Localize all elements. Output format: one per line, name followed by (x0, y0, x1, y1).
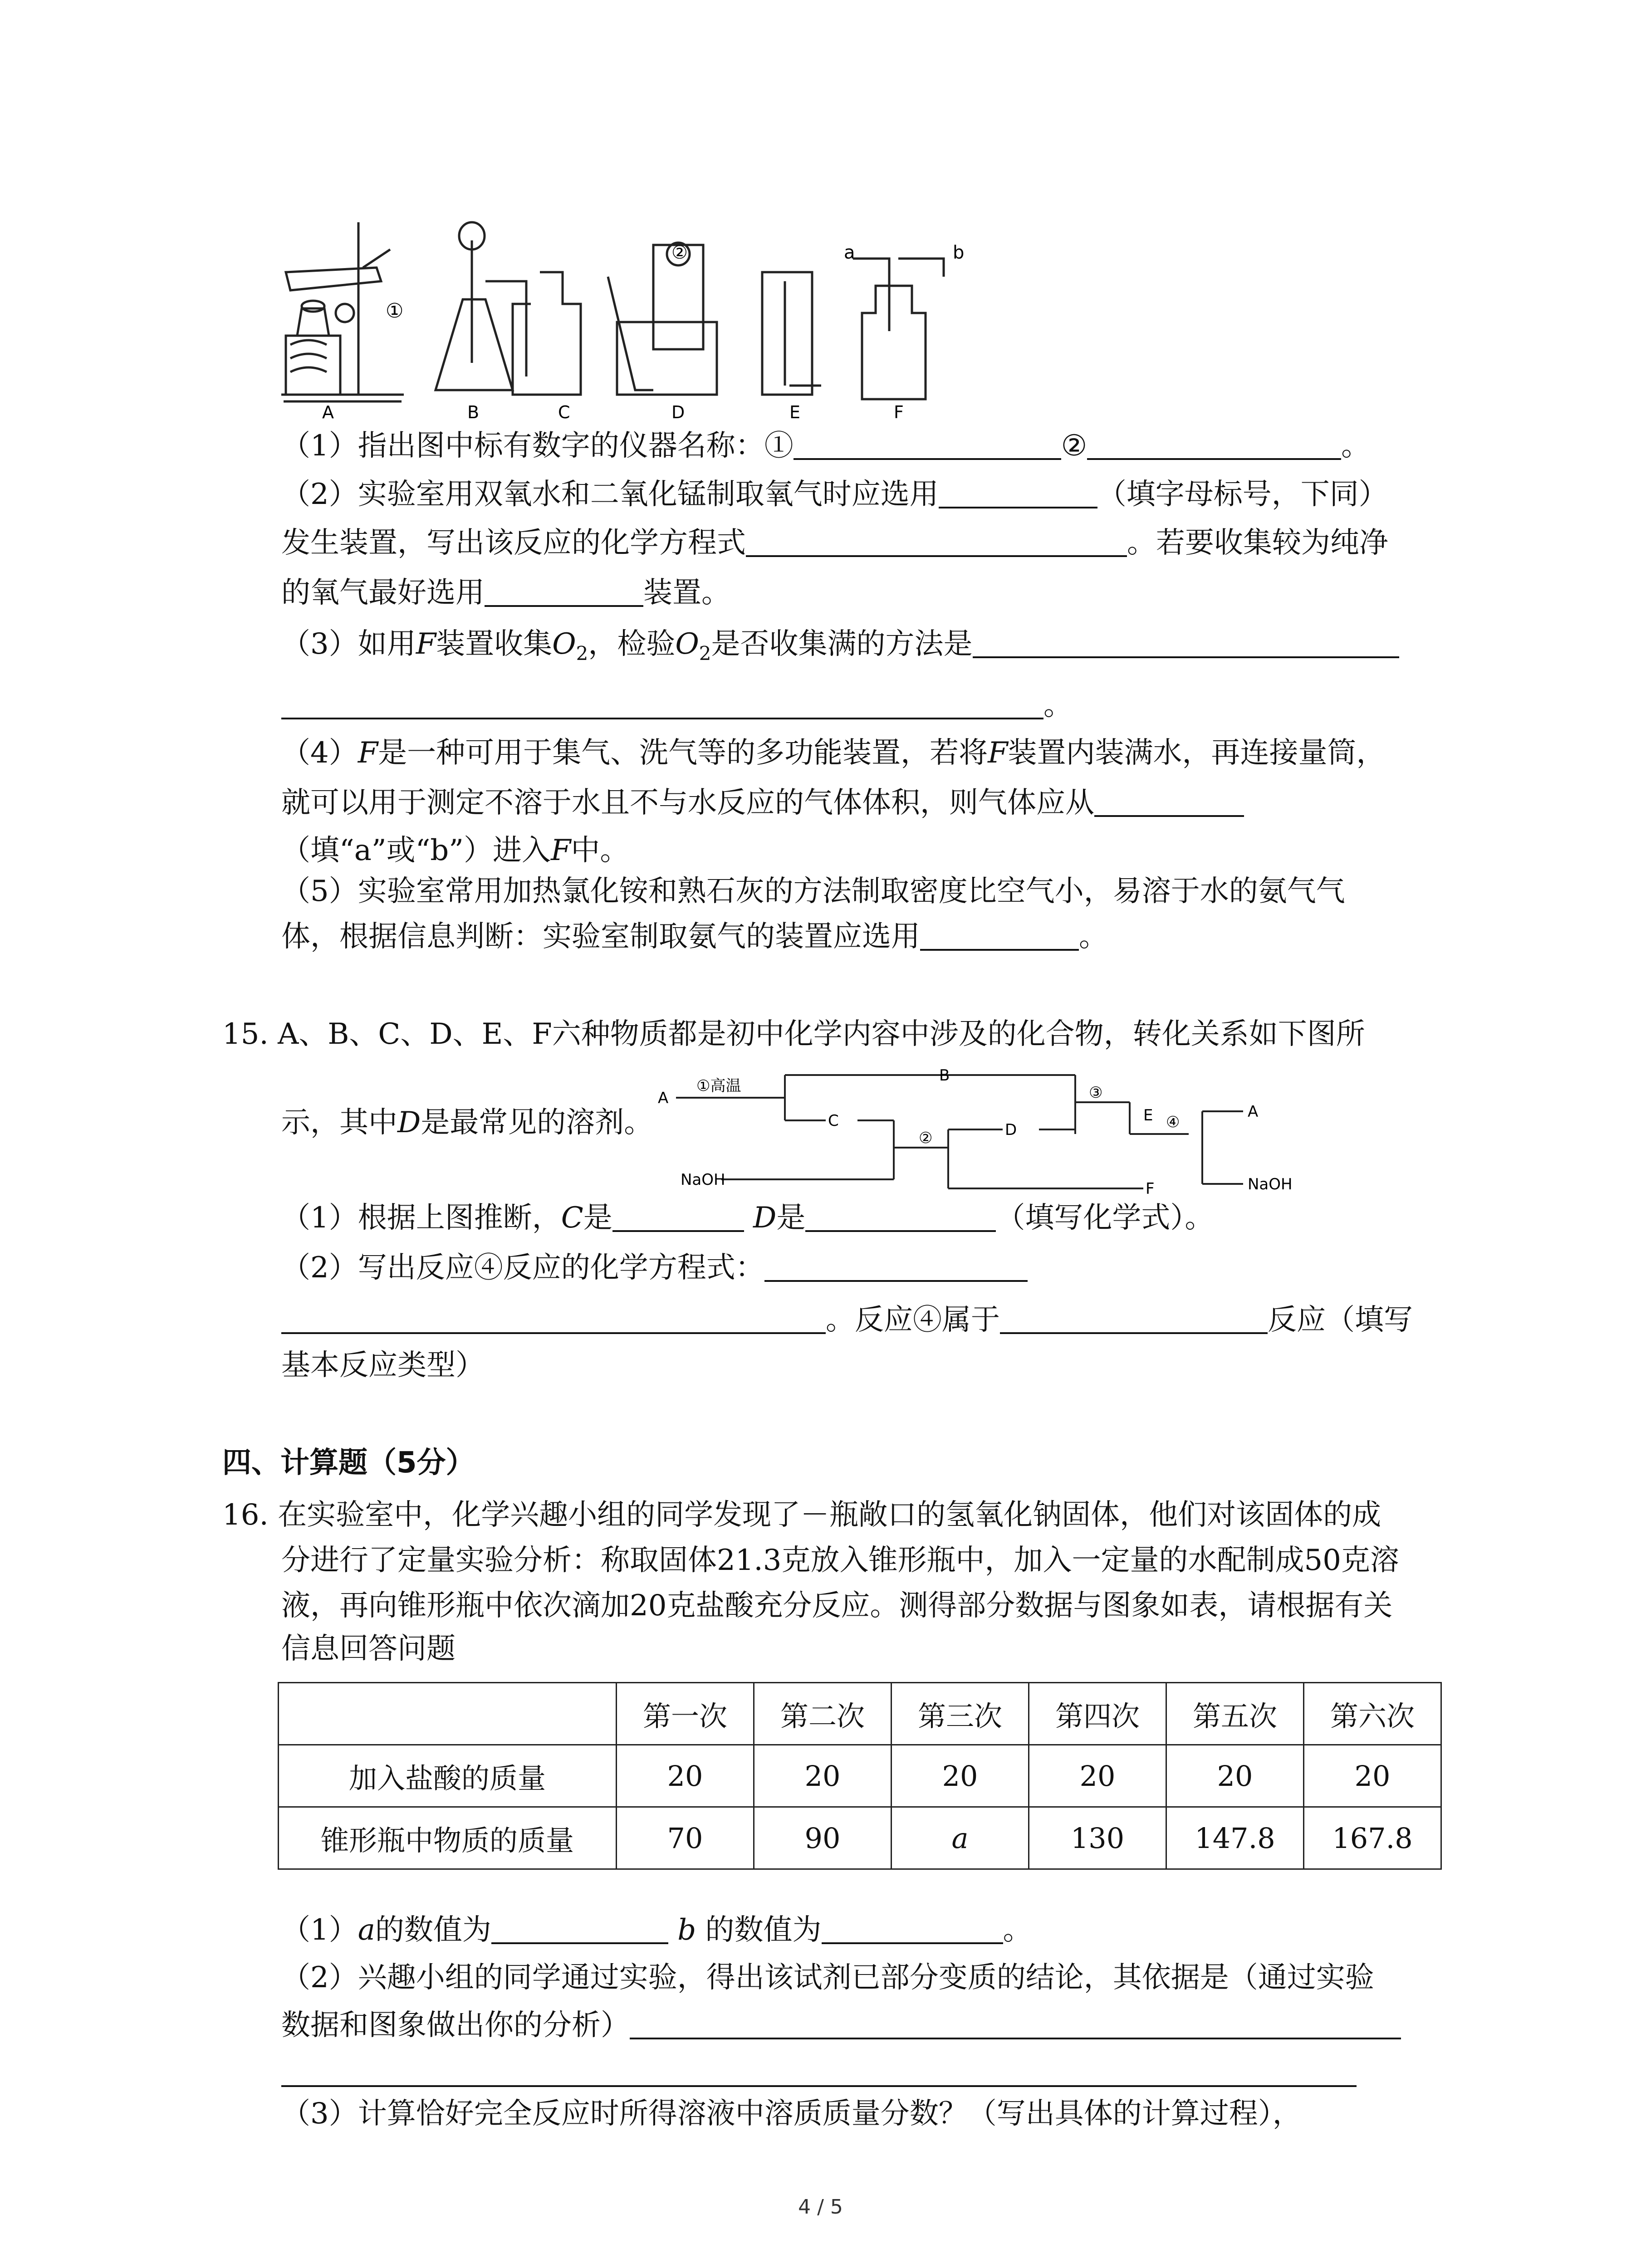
diagram-node-d: D (1005, 1121, 1017, 1139)
table-cell: 20 (1029, 1745, 1166, 1807)
q16-answer-line (281, 2053, 1357, 2093)
table-cell: 20 (1166, 1745, 1304, 1807)
q15-stem-line2: 示，其中D是最常见的溶剂。 (281, 1106, 653, 1139)
q14-part5-line1: （5）实验室常用加热氯化铵和熟石灰的方法制取密度比空气小，易溶于水的氨气气 (281, 875, 1345, 908)
q16-part1: （1）a的数值为 b 的数值为 。 (281, 1913, 1032, 1947)
table-header-cell (279, 1683, 617, 1745)
q14-part3-line1: （3）如用F装置收集$O_2$，检验$O_2$是否收集满的方法是 (281, 624, 1399, 674)
q14-part2-line3: 的氧气最好选用 装置。 (281, 576, 730, 610)
table-cell: 20 (754, 1745, 892, 1807)
q14-part5-line2: 体，根据信息判断：实验室制取氨气的装置应选用 。 (281, 920, 1108, 953)
q14-part4-line2: 就可以用于测定不溶于水且不与水反应的气体体积，则气体应从 (281, 782, 1244, 823)
diagram-node-b: B (939, 1066, 950, 1085)
table-row (279, 1745, 1441, 1807)
q16-stem-line4: 信息回答问题 (281, 1632, 456, 1666)
port-b-label: b (953, 242, 965, 263)
q16-stem-line3: 液，再向锥形瓶中依次滴加20克盐酸充分反应。测得部分数据与图象如表，请根据有关 (281, 1589, 1393, 1623)
q15-part2-line1: （2）写出反应④反应的化学方程式： (281, 1247, 1028, 1288)
page-number: 4 / 5 (798, 2195, 843, 2219)
diagram-node-f: F (1146, 1180, 1155, 1198)
table-cell: 锥形瓶中物质的质量 (279, 1807, 617, 1869)
apparatus-label: A (322, 402, 334, 422)
diagram-step-3: ③ (1089, 1084, 1103, 1102)
table-cell: 90 (754, 1807, 892, 1869)
q14-part4-line1: （4）F是一种可用于集气、洗气等的多功能装置，若将F装置内装满水，再连接量筒， (281, 736, 1386, 770)
apparatus-label: C (558, 402, 570, 422)
section-title: 四、计算题（5分） (222, 1446, 475, 1480)
q14-part3-line2: 。 (281, 685, 1073, 726)
table-header-cell: 第三次 (892, 1683, 1029, 1745)
data-table (278, 1682, 1442, 1870)
table-header-cell: 第六次 (1304, 1683, 1441, 1745)
apparatus-figure (272, 213, 980, 422)
apparatus-label: E (789, 402, 801, 422)
q16-stem-line2: 分进行了定量实验分析：称取固体21.3克放入锥形瓶中，加入一定量的水配制成50克溶 (281, 1544, 1399, 1577)
table-cell: 167.8 (1304, 1807, 1441, 1869)
q16-stem-line1: 16. 在实验室中，化学兴趣小组的同学发现了－瓶敞口的氢氧化钠固体，他们对该固体的成 (222, 1498, 1381, 1532)
diagram-node-e: E (1143, 1106, 1153, 1124)
q16-part3: （3）计算恰好完全反应时所得溶液中溶质质量分数？（写出具体的计算过程）， (281, 2097, 1302, 2131)
q15-reaction-diagram (653, 1061, 1361, 1198)
table-header-cell: 第四次 (1029, 1683, 1166, 1745)
q14-part1: （1）指出图中标有数字的仪器名称：① ② 。 (281, 429, 1371, 463)
apparatus-label: D (671, 402, 685, 422)
q15-part1: （1）根据上图推断，C是 D是 （填写化学式）。 (281, 1201, 1214, 1235)
diagram-step-4: ④ (1166, 1113, 1180, 1131)
diagram-step-2: ② (919, 1129, 933, 1147)
apparatus-label: B (467, 402, 480, 422)
q16-part2-line1: （2）兴趣小组的同学通过实验，得出该试剂已部分变质的结论，其依据是（通过实验 (281, 1961, 1374, 1994)
diagram-naoh-out: NaOH (1248, 1175, 1293, 1193)
table-header-row (279, 1683, 1441, 1745)
q14-part4-line3: （填“a”或“b”）进入F中。 (281, 834, 629, 867)
table-cell: a (892, 1807, 1029, 1869)
marker-1-label: ① (386, 299, 404, 323)
diagram-naoh-in: NaOH (681, 1171, 725, 1189)
port-a-label: a (844, 242, 855, 263)
diagram-product-a: A (1248, 1103, 1259, 1121)
table-cell: 20 (1304, 1745, 1441, 1807)
table-row (279, 1807, 1441, 1869)
table-cell: 20 (617, 1745, 754, 1807)
table-cell: 20 (892, 1745, 1029, 1807)
table-cell: 70 (617, 1807, 754, 1869)
diagram-step-1: ①高温 (696, 1077, 741, 1095)
table-cell: 加入盐酸的质量 (279, 1745, 617, 1807)
q15-part2-line3: 基本反应类型） (281, 1349, 485, 1382)
diagram-node-a: A (658, 1089, 669, 1107)
diagram-node-c: C (828, 1112, 839, 1130)
table-cell: 130 (1029, 1807, 1166, 1869)
q14-part2-line1: （2）实验室用双氧水和二氧化锰制取氧气时应选用 （填字母标号，下同） (281, 478, 1388, 511)
q15-stem-line1: 15. A、B、C、D、E、F六种物质都是初中化学内容中涉及的化合物，转化关系如下图所 (222, 1017, 1365, 1051)
table-cell: 147.8 (1166, 1807, 1304, 1869)
table-header-cell: 第二次 (754, 1683, 892, 1745)
apparatus-label: F (894, 402, 904, 422)
q16-part2-line2: 数据和图象做出你的分析） (281, 2005, 1401, 2046)
table-header-cell: 第五次 (1166, 1683, 1304, 1745)
q15-part2-line2: 。反应④属于 反应（填写 (281, 1300, 1413, 1340)
marker-2-label: ② (671, 242, 688, 263)
table-header-cell: 第一次 (617, 1683, 754, 1745)
q14-part2-line2: 发生装置，写出该反应的化学方程式 。若要收集较为纯净 (281, 526, 1388, 560)
